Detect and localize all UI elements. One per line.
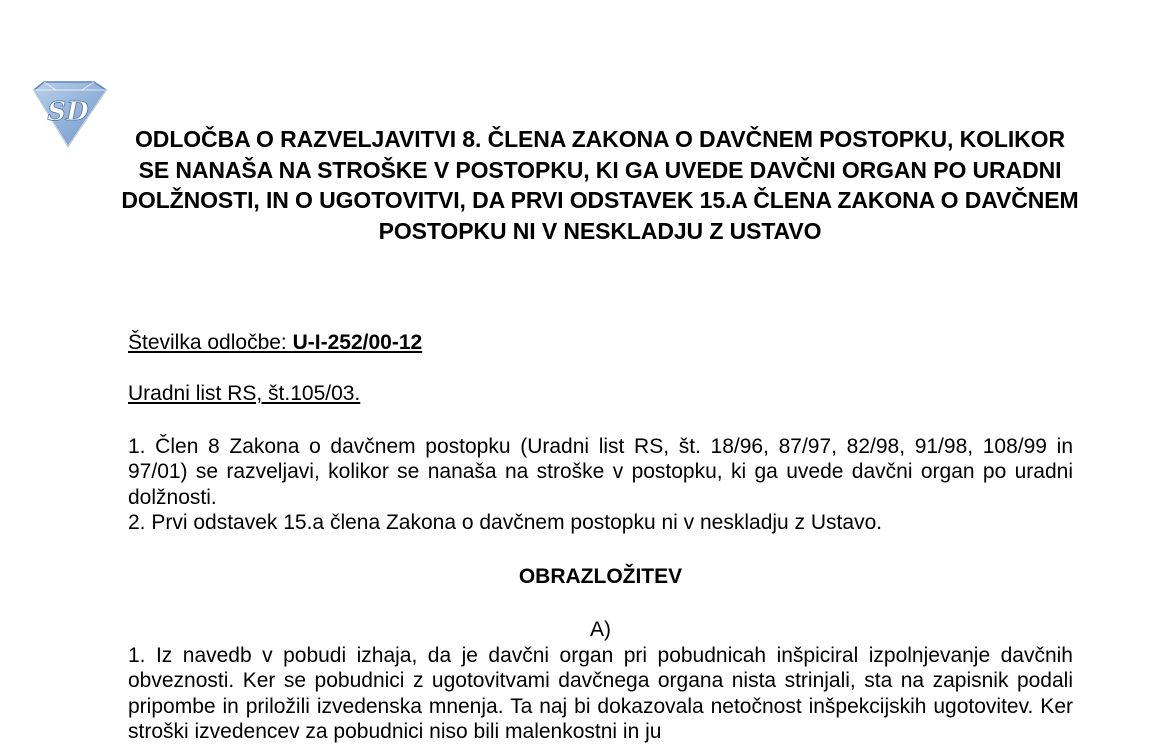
svg-text:SD: SD: [47, 97, 89, 127]
decision-number: U-I-252/00-12: [292, 331, 423, 354]
ruling-item-2: 2. Prvi odstavek 15.a člena Zakona o davčnem postopku ni v neskladju z Ustavo.: [128, 510, 883, 534]
decision-number-label: Številka odločbe:: [128, 331, 293, 354]
ruling-block: [128, 434, 1073, 535]
reasoning-paragraph-1: [128, 643, 1073, 744]
reasoning-heading: OBRAZLOŽITEV: [518, 565, 683, 588]
section-a-marker: A): [590, 618, 611, 641]
logo-icon: [28, 80, 110, 148]
ruling-item-1: 1. Člen 8 Zakona o davčnem postopku (Uradni list RS, št. 18/96, 87/97, 82/98, 91/98, 108/99 in 97/01) se razveljavi, kolikor se nanaša na stroške v postopku, ki ga uvede davčni organ po uradni dolžnosti.: [128, 435, 1073, 509]
gazette-reference: Uradni list RS, št.105/03.: [128, 382, 361, 405]
reasoning-item-1: 1. Iz navedb v pobudi izhaja, da je davčni organ pri pobudnicah inšpiciral izpolnjevanje davčnih obveznosti. Ker se pobudnici z ugotovitvami davčnega organa nista strinjali, sta na zapisnik podali pripombe in priložili izvedenska mnenja. Ta naj bi dokazovala netočnost inšpekcijskih ugotovitev. Ker stroški izvedencev za pobudnici niso bili malenkostni in ju: [128, 644, 1073, 743]
decision-number-line: [128, 330, 422, 356]
document-title: ODLOČBA O RAZVELJAVITVI 8. ČLENA ZAKONA O DAVČNEM POSTOPKU, KOLIKOR SE NANAŠA NA STROŠKE V POSTOPKU, KI GA UVEDE DAVČNI ORGAN PO URADNI DOLŽNOSTI, IN O UGOTOVITVI, DA PRVI ODSTAVEK 15.A ČLENA ZAKONA O DAVČNEM POSTOPKU NI V NESKLADJU Z USTAVO: [121, 126, 1079, 244]
